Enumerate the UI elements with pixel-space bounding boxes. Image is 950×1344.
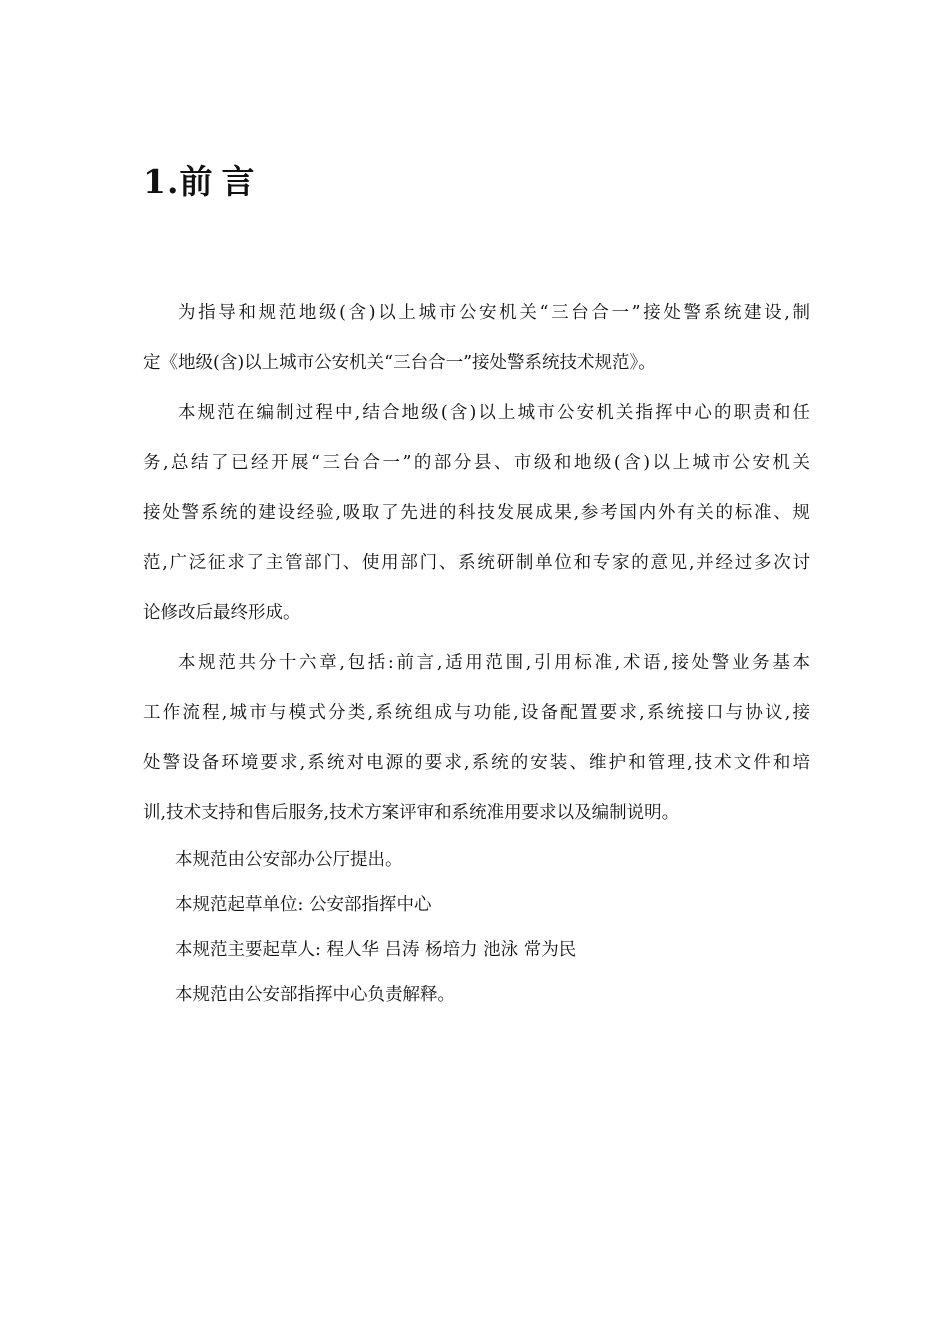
paragraph-line: 本规范在编制过程中,结合地级(含)以上城市公安机关指挥中心的职责和任 [178, 403, 810, 423]
paragraph-line: 训,技术支持和售后服务,技术方案评审和系统准用要求以及编制说明。 [143, 803, 680, 823]
paragraph-drafting [143, 388, 810, 638]
paragraph-purpose [143, 288, 810, 388]
section-number: 1. [143, 162, 180, 201]
paragraph-line: 定《地级(含)以上城市公安机关“三台合一”接处警系统技术规范》。 [143, 353, 656, 373]
paragraph-line: 为指导和规范地级(含)以上城市公安机关“三台合一”接处警系统建设,制 [178, 303, 810, 323]
interpretation-line: 本规范由公安部指挥中心负责解释。 [175, 985, 455, 1005]
paragraph-chapters [143, 638, 810, 838]
paragraph-line: 处警设备环境要求,系统对电源的要求,系统的安装、维护和管理,技术文件和培 [143, 753, 810, 773]
paragraph-credits [143, 838, 810, 1018]
section-title-char-1: 前 [179, 162, 214, 201]
paragraph-line: 论修改后最终形成。 [143, 603, 301, 623]
drafting-unit-line: 本规范起草单位: 公安部指挥中心 [175, 895, 432, 915]
paragraph-line: 务,总结了已经开展“三台合一”的部分县、市级和地级(含)以上城市公安机关 [143, 453, 810, 473]
paragraph-line: 本规范共分十六章,包括:前言,适用范围,引用标准,术语,接处警业务基本 [178, 653, 810, 673]
paragraph-line: 工作流程,城市与模式分类,系统组成与功能,设备配置要求,系统接口与协议,接 [143, 703, 810, 723]
paragraph-line: 接处警系统的建设经验,吸取了先进的科技发展成果,参考国内外有关的标准、规 [143, 503, 810, 523]
section-title-char-2: 言 [221, 162, 256, 201]
drafters-line: 本规范主要起草人: 程人华 吕涛 杨培力 池泳 常为民 [175, 940, 577, 960]
preface-body [143, 288, 810, 1018]
proposer-line: 本规范由公安部办公厅提出。 [175, 850, 403, 870]
section-heading [143, 156, 255, 203]
paragraph-line: 范,广泛征求了主管部门、使用部门、系统研制单位和专家的意见,并经过多次讨 [143, 553, 810, 573]
